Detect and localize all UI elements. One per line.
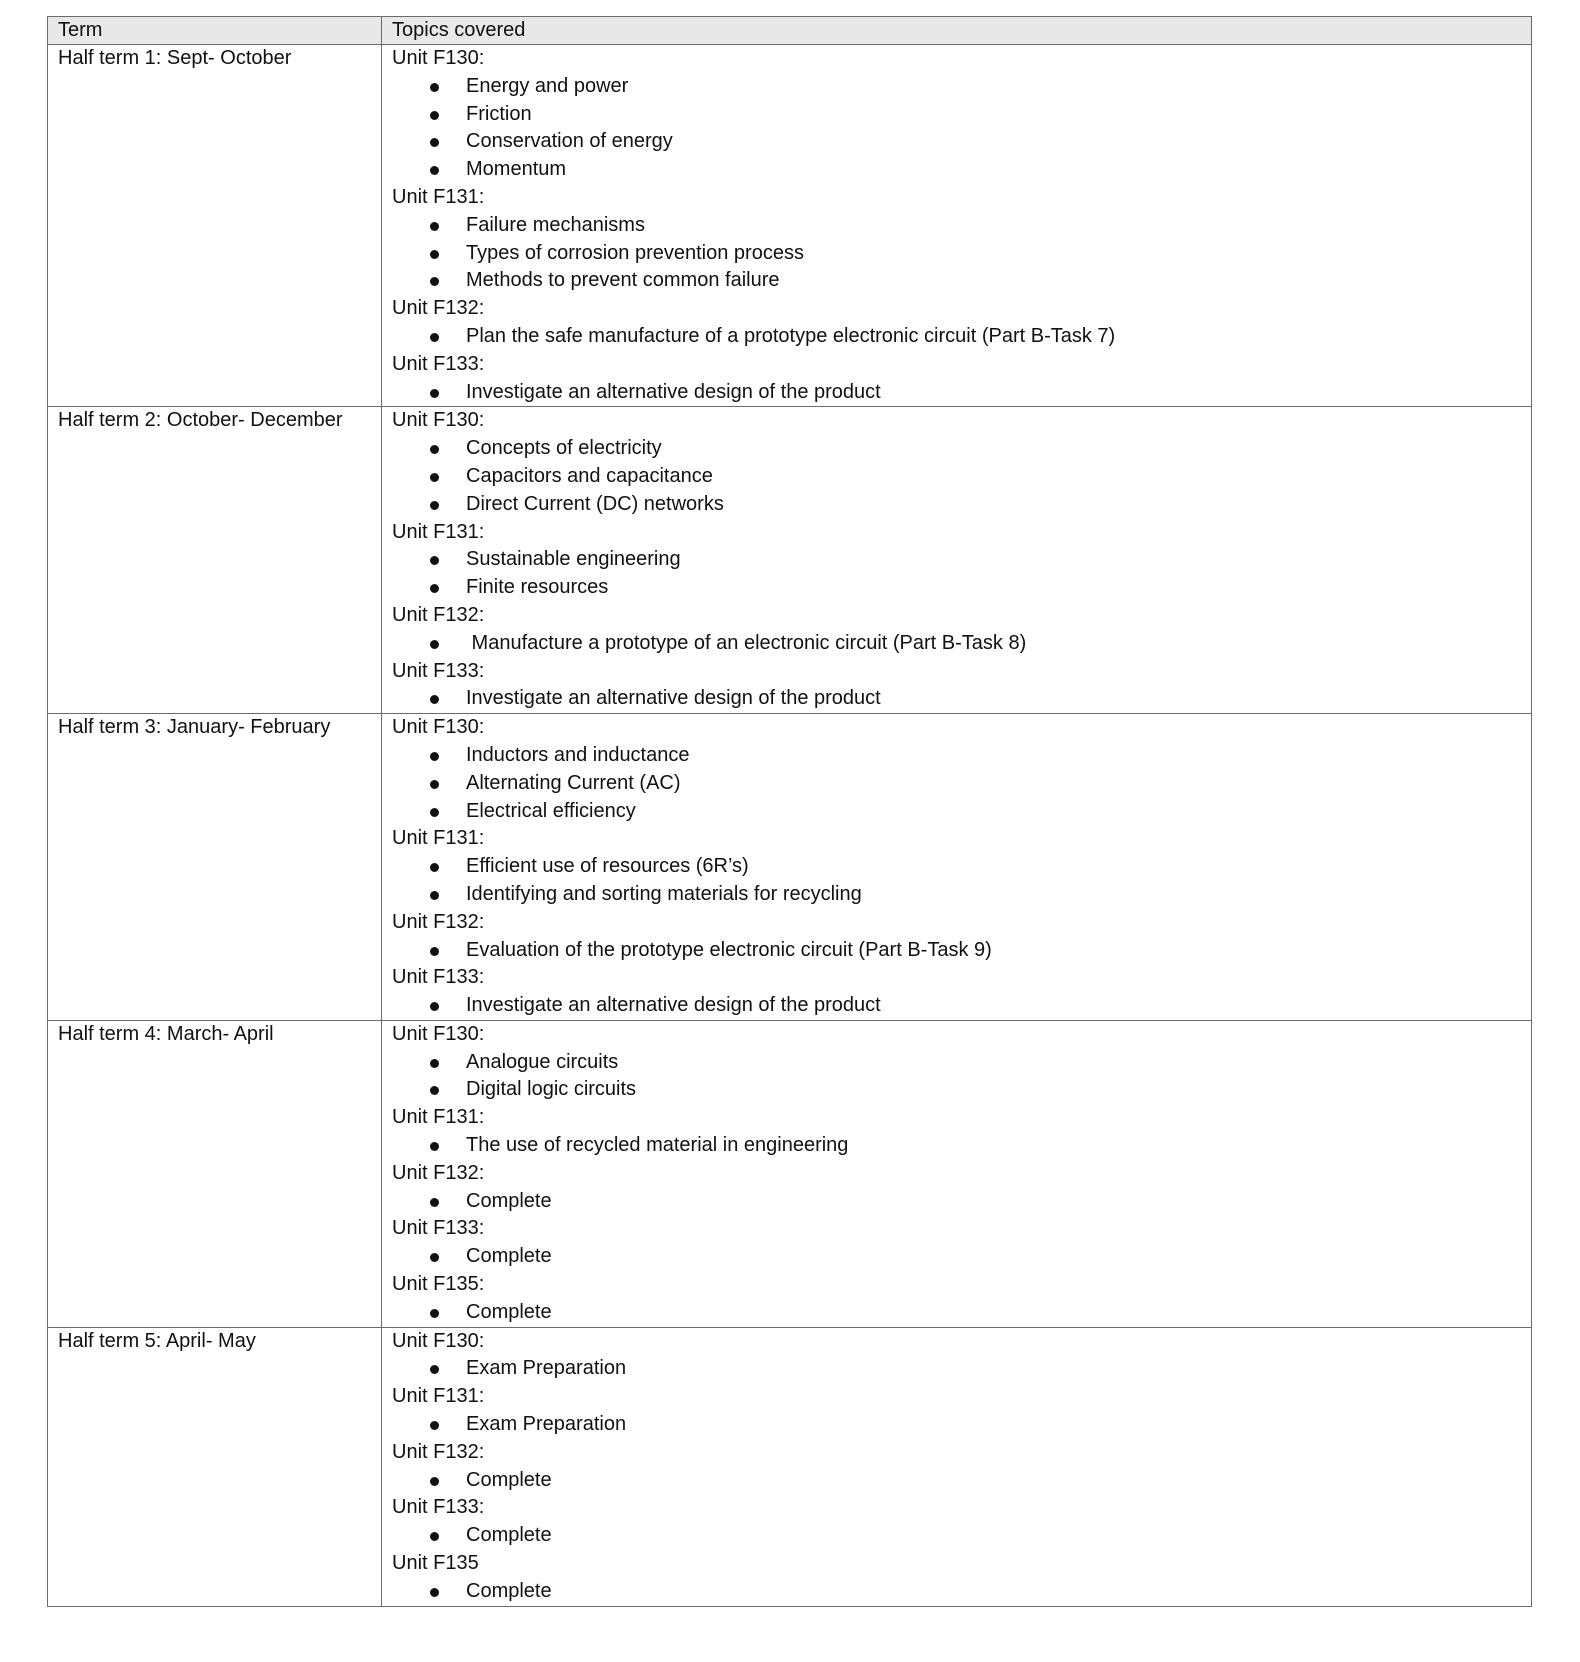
bullet-icon xyxy=(430,584,439,593)
bullet-icon xyxy=(430,1142,439,1151)
topic-item xyxy=(392,798,1521,826)
bullet-icon xyxy=(430,333,439,342)
curriculum-table xyxy=(47,16,1532,1607)
topics-cell xyxy=(382,714,1532,1021)
bullet-icon xyxy=(430,501,439,510)
unit-heading: Unit F133: xyxy=(392,1496,485,1519)
topic-text: Momentum xyxy=(466,158,567,181)
bullet-icon xyxy=(430,863,439,872)
topic-list xyxy=(392,1578,1521,1606)
bullet-icon xyxy=(430,111,439,120)
topic-text: Analogue circuits xyxy=(466,1050,619,1073)
unit-heading: Unit F132: xyxy=(392,297,485,320)
table-row xyxy=(48,1020,1532,1327)
topic-list xyxy=(392,323,1521,351)
term-cell: Half term 5: April- May xyxy=(48,1327,382,1606)
unit-heading: Unit F130: xyxy=(392,716,485,739)
bullet-icon xyxy=(430,947,439,956)
topic-text: Digital logic circuits xyxy=(466,1078,637,1101)
bullet-icon xyxy=(430,752,439,761)
topic-text: Methods to prevent common failure xyxy=(466,269,780,292)
topic-item xyxy=(392,1188,1521,1216)
topic-item xyxy=(392,323,1521,351)
unit-heading: Unit F130: xyxy=(392,1022,485,1045)
topic-list xyxy=(392,742,1521,825)
bullet-icon xyxy=(430,138,439,147)
unit-heading: Unit F133: xyxy=(392,966,485,989)
topic-item xyxy=(392,1467,1521,1495)
term-cell: Half term 4: March- April xyxy=(48,1020,382,1327)
topic-list xyxy=(392,630,1521,658)
topic-item xyxy=(392,73,1521,101)
bullet-icon xyxy=(430,780,439,789)
table-body xyxy=(48,45,1532,1607)
topic-item xyxy=(392,1049,1521,1077)
unit-heading: Unit F132: xyxy=(392,1440,485,1463)
topic-text: Evaluation of the prototype electronic circuit (Part B-Task 9) xyxy=(466,938,992,961)
unit-heading: Unit F135: xyxy=(392,1273,485,1296)
topic-text: Investigate an alternative design of the product xyxy=(466,994,881,1017)
topic-text: Complete xyxy=(466,1468,552,1491)
bullet-icon xyxy=(430,250,439,259)
topic-text: Direct Current (DC) networks xyxy=(466,492,724,515)
unit-heading: Unit F131: xyxy=(392,185,485,208)
topic-item xyxy=(392,1411,1521,1439)
unit-heading: Unit F131: xyxy=(392,520,485,543)
topic-list xyxy=(392,1522,1521,1550)
bullet-icon xyxy=(430,640,439,649)
topic-item xyxy=(392,379,1521,407)
topic-text: Complete xyxy=(466,1245,552,1268)
topic-text: Efficient use of resources (6R’s) xyxy=(466,855,749,878)
topic-item xyxy=(392,1243,1521,1271)
topic-list xyxy=(392,379,1521,407)
unit-heading: Unit F131: xyxy=(392,827,485,850)
bullet-icon xyxy=(430,1588,439,1597)
bullet-icon xyxy=(430,445,439,454)
bullet-icon xyxy=(430,1086,439,1095)
bullet-icon xyxy=(430,1253,439,1262)
topic-text: Finite resources xyxy=(466,576,609,599)
topic-item xyxy=(392,267,1521,295)
bullet-icon xyxy=(430,1365,439,1374)
unit-heading: Unit F130: xyxy=(392,47,485,69)
unit-heading: Unit F130: xyxy=(392,409,485,432)
topic-text: Failure mechanisms xyxy=(466,213,645,236)
topic-text: Complete xyxy=(466,1579,552,1602)
topic-text: Capacitors and capacitance xyxy=(466,464,713,487)
topic-item xyxy=(392,240,1521,268)
table-row xyxy=(48,1327,1532,1606)
topic-item xyxy=(392,128,1521,156)
term-cell: Half term 3: January- February xyxy=(48,714,382,1021)
bullet-icon xyxy=(430,166,439,175)
unit-heading: Unit F132: xyxy=(392,1161,485,1184)
topics-cell xyxy=(382,1327,1532,1606)
header-topics-covered: Topics covered xyxy=(382,17,1532,45)
topics-cell xyxy=(382,1020,1532,1327)
topic-text: Alternating Current (AC) xyxy=(466,771,681,794)
topic-text: Plan the safe manufacture of a prototype electronic circuit (Part B-Task 7) xyxy=(466,324,1116,347)
topic-list xyxy=(392,1049,1521,1105)
unit-heading: Unit F130: xyxy=(392,1329,485,1352)
bullet-icon xyxy=(430,473,439,482)
header-term: Term xyxy=(48,17,382,45)
unit-heading: Unit F132: xyxy=(392,603,485,626)
topic-list xyxy=(392,1411,1521,1439)
topic-list xyxy=(392,1299,1521,1327)
unit-heading: Unit F133: xyxy=(392,1217,485,1240)
topics-cell xyxy=(382,45,1532,407)
topic-text: Concepts of electricity xyxy=(466,437,662,460)
bullet-icon xyxy=(430,891,439,900)
topic-text: Exam Preparation xyxy=(466,1413,627,1436)
topic-item xyxy=(392,1522,1521,1550)
topic-list xyxy=(392,1355,1521,1383)
unit-heading: Unit F132: xyxy=(392,910,485,933)
topic-item xyxy=(392,101,1521,129)
unit-heading: Unit F133: xyxy=(392,659,485,682)
topic-item xyxy=(392,770,1521,798)
bullet-icon xyxy=(430,695,439,704)
unit-heading: Unit F131: xyxy=(392,1106,485,1129)
topic-list xyxy=(392,1188,1521,1216)
header-row xyxy=(48,17,1532,45)
topic-item xyxy=(392,853,1521,881)
table-row xyxy=(48,45,1532,407)
topics-cell xyxy=(382,407,1532,714)
topic-text: Inductors and inductance xyxy=(466,743,690,766)
bullet-icon xyxy=(430,222,439,231)
bullet-icon xyxy=(430,1532,439,1541)
topic-item xyxy=(392,992,1521,1020)
topic-item xyxy=(392,742,1521,770)
bullet-icon xyxy=(430,277,439,286)
topic-list xyxy=(392,685,1521,713)
topic-item xyxy=(392,491,1521,519)
topic-list xyxy=(392,73,1521,184)
topic-text: Types of corrosion prevention process xyxy=(466,241,804,264)
topic-list xyxy=(392,1467,1521,1495)
bullet-icon xyxy=(430,1309,439,1318)
table-row xyxy=(48,714,1532,1021)
topic-text: Complete xyxy=(466,1524,552,1547)
topic-item xyxy=(392,1076,1521,1104)
table-header xyxy=(48,17,1532,45)
bullet-icon xyxy=(430,1198,439,1207)
topic-item xyxy=(392,546,1521,574)
term-cell: Half term 2: October- December xyxy=(48,407,382,714)
topic-text: Energy and power xyxy=(466,74,629,97)
topic-text: Friction xyxy=(466,102,532,125)
topic-list xyxy=(392,992,1521,1020)
topic-item xyxy=(392,156,1521,184)
topic-text: Investigate an alternative design of the product xyxy=(466,687,881,710)
bullet-icon xyxy=(430,1477,439,1486)
topic-list xyxy=(392,853,1521,909)
topic-text: Complete xyxy=(466,1300,552,1323)
topic-list xyxy=(392,1132,1521,1160)
topic-item xyxy=(392,212,1521,240)
topic-item xyxy=(392,1355,1521,1383)
topic-text: Sustainable engineering xyxy=(466,548,681,571)
topic-text: Identifying and sorting materials for recycling xyxy=(466,882,862,905)
bullet-icon xyxy=(430,1421,439,1430)
topic-text: The use of recycled material in engineering xyxy=(466,1134,849,1157)
topic-list xyxy=(392,435,1521,518)
topic-text: Complete xyxy=(466,1189,552,1212)
topic-item xyxy=(392,937,1521,965)
topic-list xyxy=(392,546,1521,602)
topic-item xyxy=(392,685,1521,713)
bullet-icon xyxy=(430,83,439,92)
bullet-icon xyxy=(430,1059,439,1068)
table-row xyxy=(48,407,1532,714)
topic-item xyxy=(392,435,1521,463)
topic-item xyxy=(392,574,1521,602)
topic-text: Investigate an alternative design of the product xyxy=(466,380,881,403)
topic-list xyxy=(392,212,1521,295)
bullet-icon xyxy=(430,389,439,398)
unit-heading: Unit F135 xyxy=(392,1552,479,1575)
term-cell: Half term 1: Sept- October xyxy=(48,45,382,407)
unit-heading: Unit F131: xyxy=(392,1385,485,1408)
topic-text: Conservation of energy xyxy=(466,130,673,153)
topic-item xyxy=(392,463,1521,491)
topic-list xyxy=(392,1243,1521,1271)
topic-item xyxy=(392,630,1521,658)
unit-heading: Unit F133: xyxy=(392,352,485,375)
topic-item xyxy=(392,881,1521,909)
bullet-icon xyxy=(430,808,439,817)
topic-text: Electrical efficiency xyxy=(466,799,636,822)
topic-list xyxy=(392,937,1521,965)
topic-text: Exam Preparation xyxy=(466,1357,627,1380)
topic-item xyxy=(392,1299,1521,1327)
bullet-icon xyxy=(430,1002,439,1011)
topic-item xyxy=(392,1132,1521,1160)
topic-item xyxy=(392,1578,1521,1606)
bullet-icon xyxy=(430,556,439,565)
topic-text: Manufacture a prototype of an electronic circuit (Part B-Task 8) xyxy=(466,631,1027,654)
